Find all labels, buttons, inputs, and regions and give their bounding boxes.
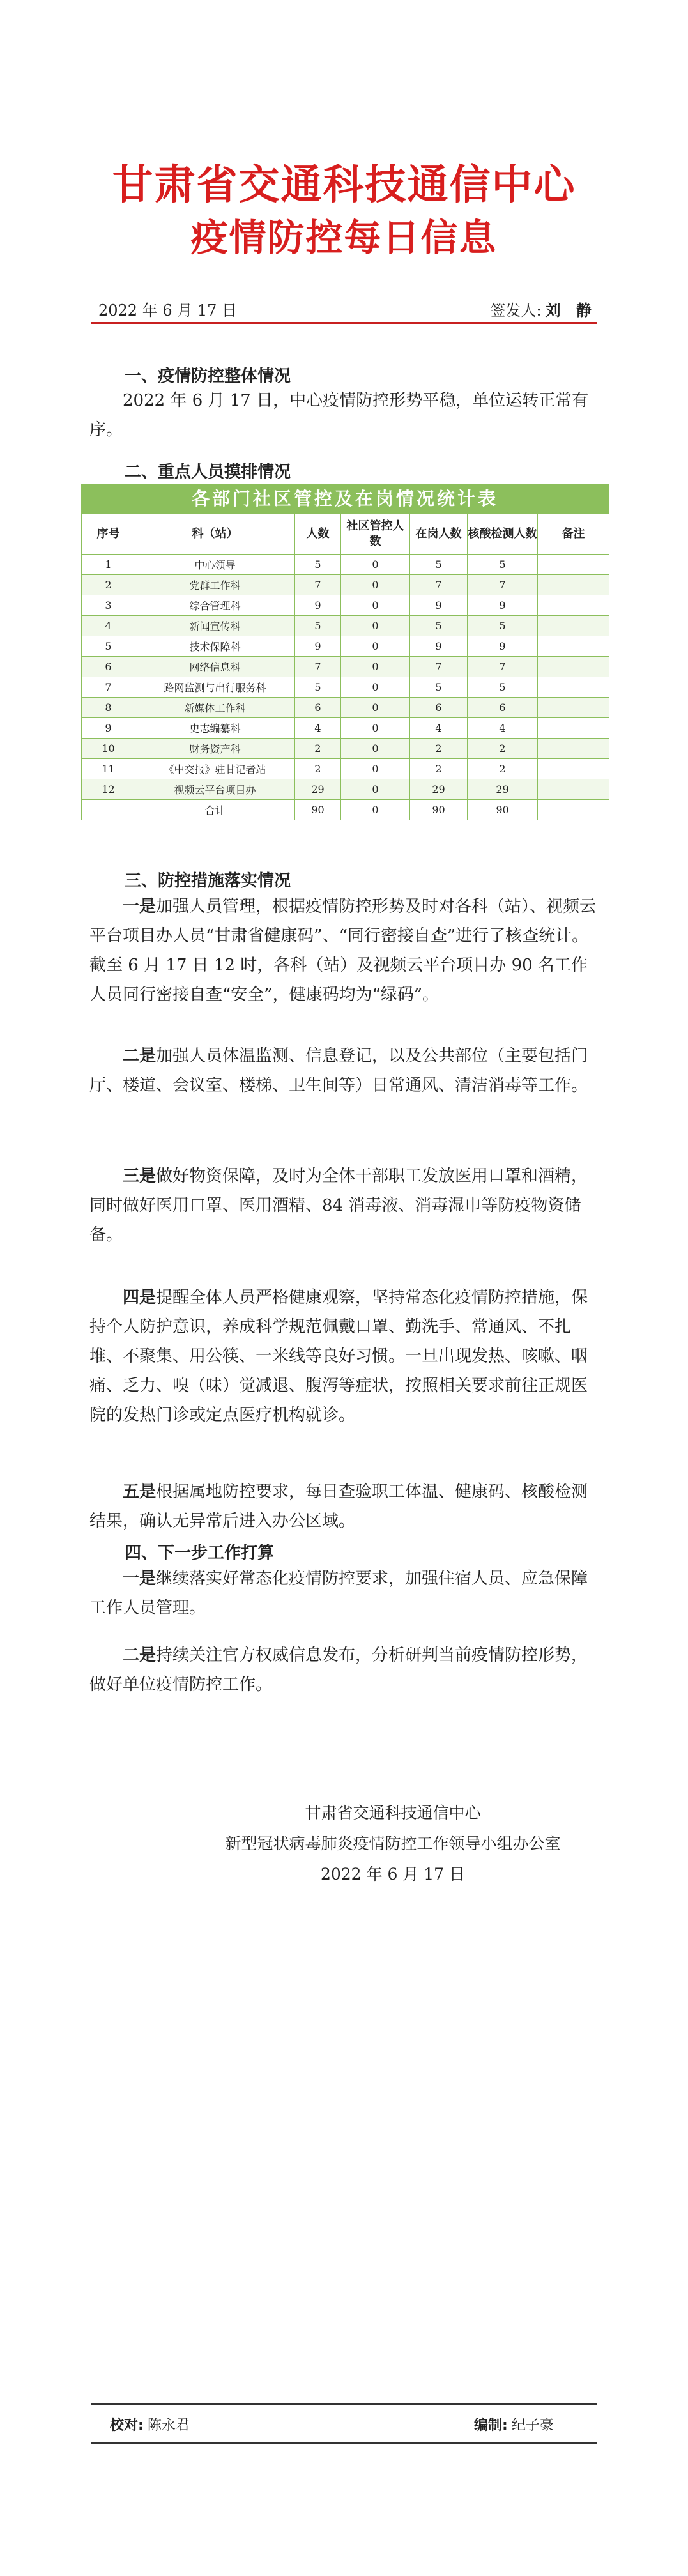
proof-name: 陈永君: [147, 2418, 190, 2434]
table-cell: 0: [341, 636, 410, 657]
doc-title-line1: 甘肃省交通科技通信中心: [112, 161, 576, 209]
table-cell: 2: [295, 739, 341, 759]
table-cell: 9: [410, 636, 468, 657]
table-row: [82, 595, 609, 616]
table-cell: 29: [295, 779, 341, 800]
table-cell: 3: [82, 595, 135, 616]
editor-label: 编制:: [474, 2418, 508, 2434]
table-cell: 5: [468, 616, 538, 636]
para-lead: 二是: [123, 1046, 157, 1066]
table-title: 各部门社区管控及在岗情况统计表: [81, 484, 609, 514]
table-cell: 29: [410, 779, 468, 800]
table-cell: 6: [468, 698, 538, 718]
table-cell: 9: [410, 595, 468, 616]
table-cell: 2: [82, 575, 135, 595]
table-cell: 9: [468, 636, 538, 657]
section-3-para-3: [89, 1162, 600, 1250]
table-cell: 7: [295, 575, 341, 595]
table-cell: 0: [341, 575, 410, 595]
signer-label: 签发人:: [490, 302, 542, 319]
table-header-row: [82, 514, 609, 555]
table-cell: 90: [468, 800, 538, 820]
editor-name: 纪子豪: [511, 2418, 554, 2434]
section-4-para-2: [89, 1641, 600, 1699]
para-lead: 四是: [123, 1288, 157, 1307]
table-cell: 2: [468, 759, 538, 779]
table-row: [82, 759, 609, 779]
table-cell: 5: [410, 677, 468, 698]
table-cell: 新闻宣传科: [135, 616, 295, 636]
section-1-text: 2022 年 6 月 17 日，中心疫情防控形势平稳，单位运转正常有序。: [89, 391, 589, 440]
signer: [491, 298, 597, 320]
table-cell: 2: [295, 759, 341, 779]
table-cell: [538, 800, 609, 820]
table-cell: 0: [341, 698, 410, 718]
table-cell: 5: [295, 616, 341, 636]
para-text: 加强人员体温监测、信息登记，以及公共部位（主要包括门厅、楼道、会议室、楼梯、卫生间等）日常通风、清洁消毒等工作。: [89, 1046, 588, 1095]
table-cell: 29: [468, 779, 538, 800]
meta-row: [91, 294, 597, 324]
signature-org-1: 甘肃省交通科技通信中心: [305, 1804, 481, 1822]
para-text: 做好物资保障，及时为全体干部职工发放医用口罩和酒精，同时做好医用口罩、医用酒精、84 消毒液、消毒湿巾等防疫物资储备。: [89, 1167, 588, 1245]
table-cell: [538, 779, 609, 800]
signer-name: 刘 静: [545, 301, 597, 319]
table-cell: 9: [468, 595, 538, 616]
para-lead: 五是: [123, 1482, 157, 1501]
table-cell: 视频云平台项目办: [135, 779, 295, 800]
table-cell: 6: [295, 698, 341, 718]
table-cell: [538, 698, 609, 718]
para-text: 继续落实好常态化疫情防控要求，加强住宿人员、应急保障工作人员管理。: [89, 1569, 588, 1618]
table-cell: 5: [410, 555, 468, 575]
table-cell: 0: [341, 555, 410, 575]
para-text: 提醒全体人员严格健康观察，坚持常态化疫情防控措施，保持个人防护意识，养成科学规范佩戴口罩、勤洗手、常通风、不扎堆、不聚集、用公筷、一米线等良好习惯。一旦出现发热、咳嗽、咽痛、乏力、嗅（味）觉减退、腹泻等症状，按照相关要求前往正规医院的发热门诊或定点医疗机构就诊。: [89, 1288, 588, 1425]
table-cell: 0: [341, 657, 410, 677]
table-row: [82, 800, 609, 820]
table-cell: 0: [341, 779, 410, 800]
table-cell: 网络信息科: [135, 657, 295, 677]
table-body: [82, 555, 609, 820]
stats-table: [81, 484, 609, 820]
table-row: [82, 698, 609, 718]
table-row: [82, 779, 609, 800]
table-cell: 2: [468, 739, 538, 759]
section-3-para-1: [89, 892, 600, 1009]
section-4-para-1: [89, 1564, 600, 1623]
issue-date: 2022 年 6 月 17 日: [98, 302, 238, 319]
table-cell: 9: [82, 718, 135, 739]
table-cell: 7: [468, 575, 538, 595]
table-cell: [538, 718, 609, 739]
table-cell: 4: [82, 616, 135, 636]
table-cell: [538, 677, 609, 698]
table-row: [82, 718, 609, 739]
table-cell: 5: [468, 555, 538, 575]
header-cell: 核酸检测人数: [468, 514, 538, 555]
header-cell: 社区管控人数: [341, 514, 410, 555]
editor: [474, 2414, 554, 2434]
table-row: [82, 616, 609, 636]
table-cell: 5: [410, 616, 468, 636]
table-cell: 财务资产科: [135, 739, 295, 759]
table-cell: 90: [410, 800, 468, 820]
section-3-para-2: [89, 1041, 600, 1100]
section-1-heading: 一、疫情防控整体情况: [125, 367, 291, 386]
proofreader: [110, 2414, 190, 2434]
header-cell: 在岗人数: [410, 514, 468, 555]
para-text: 持续关注官方权威信息发布，分析研判当前疫情防控形势，做好单位疫情防控工作。: [89, 1646, 588, 1694]
header-cell: 人数: [295, 514, 341, 555]
table-cell: 9: [295, 636, 341, 657]
table-row: [82, 575, 609, 595]
table-cell: [538, 616, 609, 636]
table-cell: 1: [82, 555, 135, 575]
table-cell: 综合管理科: [135, 595, 295, 616]
para-text: 加强人员管理，根据疫情防控形势及时对各科（站）、视频云平台项目办人员“甘肃省健康码”、“同行密接自查”进行了核查统计。截至 6 月 17 日 12 时，各科（站）及视频云平台项目办 90 名工作人员同行密接自查“安全”，健康码均为“绿码”。: [89, 897, 597, 1004]
table-cell: 技术保障科: [135, 636, 295, 657]
proof-label: 校对:: [110, 2418, 144, 2434]
table-cell: [82, 800, 135, 820]
table-cell: [538, 759, 609, 779]
table-cell: 4: [295, 718, 341, 739]
table-row: [82, 555, 609, 575]
table-cell: [538, 555, 609, 575]
signature-date: 2022 年 6 月 17 日: [320, 1865, 466, 1883]
table-cell: 9: [295, 595, 341, 616]
signature-org-2: 新型冠状病毒肺炎疫情防控工作领导小组办公室: [225, 1834, 561, 1853]
table-cell: 0: [341, 677, 410, 698]
para-lead: 一是: [123, 897, 157, 916]
table-cell: 12: [82, 779, 135, 800]
table-cell: [538, 595, 609, 616]
table-cell: 0: [341, 759, 410, 779]
section-4-heading: 四、下一步工作打算: [125, 1544, 275, 1563]
doc-title-line2: 疫情防控每日信息: [190, 216, 498, 259]
table-cell: 7: [468, 657, 538, 677]
table-cell: 7: [295, 657, 341, 677]
table-cell: 7: [410, 657, 468, 677]
table-cell: 《中交报》驻甘记者站: [135, 759, 295, 779]
table-row: [82, 739, 609, 759]
table-cell: 4: [410, 718, 468, 739]
section-3-para-5: [89, 1477, 600, 1536]
section-3-para-4: [89, 1283, 600, 1430]
table-cell: 5: [468, 677, 538, 698]
table-cell: 11: [82, 759, 135, 779]
table-cell: [538, 739, 609, 759]
table-cell: 6: [410, 698, 468, 718]
stats-table-grid: [81, 514, 609, 820]
header-cell: 备注: [538, 514, 609, 555]
para-lead: 一是: [123, 1569, 157, 1588]
table-cell: 0: [341, 800, 410, 820]
table-cell: [538, 636, 609, 657]
para-lead: 二是: [123, 1646, 157, 1665]
table-cell: [538, 575, 609, 595]
table-cell: 0: [341, 718, 410, 739]
table-cell: 90: [295, 800, 341, 820]
table-cell: 10: [82, 739, 135, 759]
table-cell: 合计: [135, 800, 295, 820]
table-cell: 2: [410, 759, 468, 779]
table-cell: 7: [82, 677, 135, 698]
table-cell: 0: [341, 616, 410, 636]
table-row: [82, 636, 609, 657]
section-3-heading: 三、防控措施落实情况: [125, 871, 291, 891]
table-cell: 0: [341, 739, 410, 759]
table-cell: 5: [295, 677, 341, 698]
table-cell: 路网监测与出行服务科: [135, 677, 295, 698]
header-cell: 科（站）: [135, 514, 295, 555]
section-2-heading: 二、重点人员摸排情况: [125, 463, 291, 482]
table-cell: 0: [341, 595, 410, 616]
table-cell: 新媒体工作科: [135, 698, 295, 718]
table-cell: 史志编纂科: [135, 718, 295, 739]
table-cell: [538, 657, 609, 677]
table-cell: 中心领导: [135, 555, 295, 575]
table-cell: 5: [295, 555, 341, 575]
table-row: [82, 657, 609, 677]
table-cell: 5: [82, 636, 135, 657]
para-text: 根据属地防控要求，每日查验职工体温、健康码、核酸检测结果，确认无异常后进入办公区域。: [89, 1482, 588, 1531]
table-cell: 4: [468, 718, 538, 739]
table-cell: 8: [82, 698, 135, 718]
table-cell: 7: [410, 575, 468, 595]
table-row: [82, 677, 609, 698]
table-cell: 6: [82, 657, 135, 677]
header-cell: 序号: [82, 514, 135, 555]
table-cell: 党群工作科: [135, 575, 295, 595]
para-lead: 三是: [123, 1167, 157, 1186]
table-cell: 2: [410, 739, 468, 759]
footer: [91, 2404, 597, 2444]
